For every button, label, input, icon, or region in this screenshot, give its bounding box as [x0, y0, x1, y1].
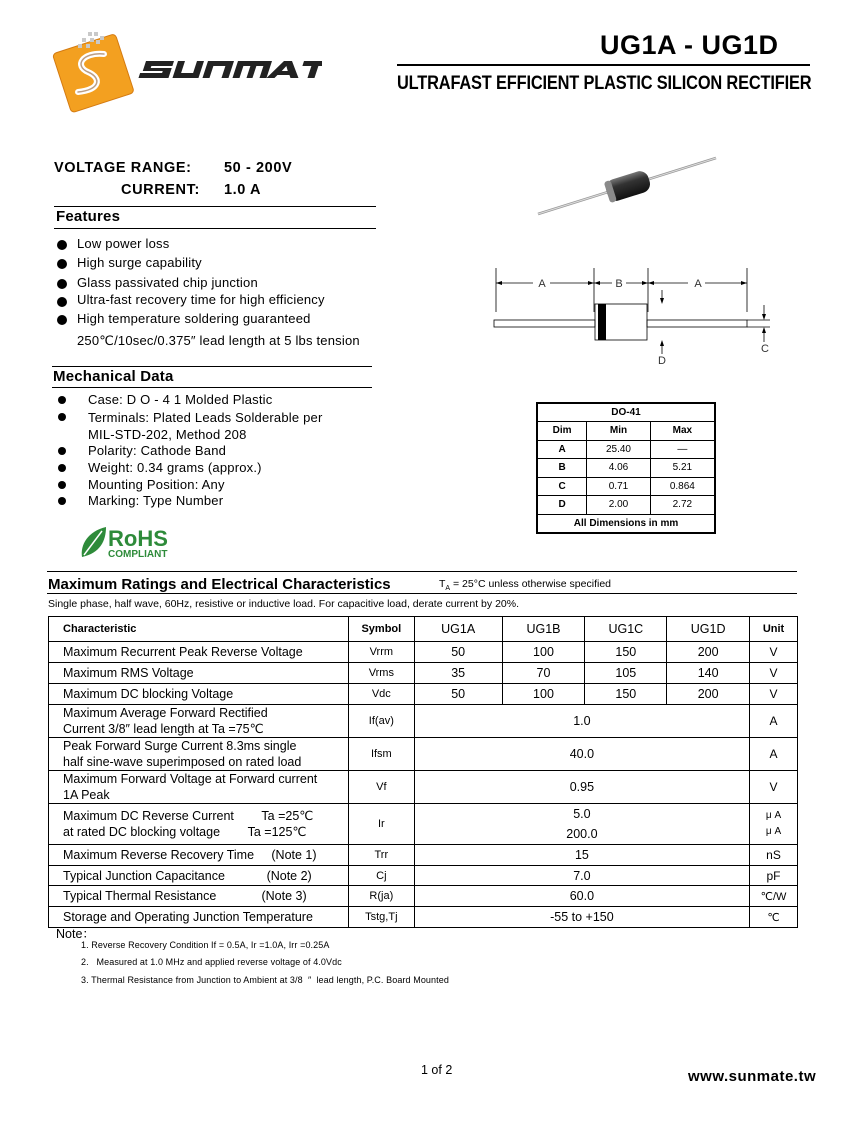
mechanical-item: Terminals: Plated Leads Solderable per: [88, 410, 323, 425]
table-cell: If(av): [348, 705, 414, 738]
table-cell: Vrrm: [348, 642, 414, 663]
table-cell: Maximum DC blocking Voltage: [49, 684, 349, 705]
unit-header: Unit: [750, 617, 798, 642]
model-header: UG1A: [414, 617, 502, 642]
dim-label-b: B: [615, 278, 623, 290]
table-cell: A: [537, 440, 587, 459]
dim-label-d: D: [658, 355, 666, 367]
table-cell: 15: [414, 845, 749, 866]
table-row: [537, 459, 715, 478]
table-row: [49, 804, 798, 845]
mechanical-item: Weight: 0.34 grams (approx.): [88, 460, 262, 475]
bullet-icon: [58, 396, 66, 404]
part-range-title: UG1A - UG1D: [600, 30, 779, 60]
table-cell: V: [750, 684, 798, 705]
table-cell: Cj: [348, 866, 414, 886]
note-item: 3. Thermal Resistance from Junction to Ambient at 3/8 ″ lead length, P.C. Board Mounted: [81, 975, 449, 985]
bullet-icon: [57, 315, 67, 325]
table-row: [49, 866, 798, 886]
table-cell: Vrms: [348, 663, 414, 684]
table-cell: —: [650, 440, 715, 459]
table-cell: D: [537, 496, 587, 515]
website-link[interactable]: www.sunmate.tw: [688, 1068, 817, 1085]
table-cell: 35: [414, 663, 502, 684]
table-cell: Typical Junction Capacitance (Note 2): [49, 866, 349, 886]
bullet-icon: [58, 413, 66, 421]
current-value: 1.0 A: [224, 182, 262, 198]
bullet-icon: [58, 481, 66, 489]
table-cell: Vf: [348, 771, 414, 804]
table-cell: V: [750, 663, 798, 684]
table-cell: B: [537, 459, 587, 478]
mechanical-rule-top: [52, 366, 372, 367]
feature-item: High surge capability: [77, 255, 202, 270]
table-cell: Storage and Operating Junction Temperature: [49, 907, 349, 928]
table-cell: 105: [585, 663, 667, 684]
table-cell: 200: [667, 642, 750, 663]
title-divider: [397, 64, 810, 66]
table-cell: Maximum Average Forward Rectified Current 3/8″ lead length at Ta =75℃: [49, 705, 349, 738]
table-cell: 4.06: [587, 459, 650, 478]
table-cell: Vdc: [348, 684, 414, 705]
features-heading: Features: [56, 208, 121, 225]
table-cell: ℃: [750, 907, 798, 928]
table-cell: Ir: [348, 804, 414, 845]
ratings-table: [48, 616, 798, 928]
bullet-icon: [57, 259, 67, 269]
table-row: [49, 642, 798, 663]
table-cell: 140: [667, 663, 750, 684]
sunmate-logo: [52, 26, 322, 116]
table-row: [49, 684, 798, 705]
dim-label-a-right: A: [694, 278, 702, 290]
table-row: [537, 496, 715, 515]
table-cell: 5.21: [650, 459, 715, 478]
feature-item-continuation: 250℃/10sec/0.375″ lead length at 5 lbs tension: [77, 333, 360, 348]
bullet-icon: [58, 497, 66, 505]
rohs-compliant-badge: [78, 523, 188, 563]
table-cell: 50: [414, 684, 502, 705]
model-header: UG1C: [585, 617, 667, 642]
characteristic-header: Characteristic: [49, 617, 349, 642]
table-cell: 25.40: [587, 440, 650, 459]
table-row: [49, 663, 798, 684]
table-row: [49, 705, 798, 738]
table-cell: Maximum DC Reverse Current Ta =25℃ at rated DC blocking voltage Ta =125℃: [49, 804, 349, 845]
table-row: [49, 845, 798, 866]
feature-item: Glass passivated chip junction: [77, 275, 258, 290]
table-cell: pF: [750, 866, 798, 886]
mechanical-heading: Mechanical Data: [53, 368, 174, 385]
table-cell: 150: [585, 684, 667, 705]
table-cell: -55 to +150: [414, 907, 749, 928]
model-header: UG1D: [667, 617, 750, 642]
package-table-footer: All Dimensions in mm: [537, 514, 715, 533]
mechanical-item: Polarity: Cathode Band: [88, 443, 227, 458]
table-cell: A: [750, 705, 798, 738]
table-row: [49, 738, 798, 771]
package-table-title: DO-41: [537, 403, 715, 422]
table-cell: C: [537, 477, 587, 496]
ratings-condition: $T_A = 25^\circ C$ unless otherwise specified: [439, 578, 612, 593]
table-cell: μ A μ A: [750, 804, 798, 845]
table-cell: 0.71: [587, 477, 650, 496]
table-cell: 200: [667, 684, 750, 705]
table-cell: 0.864: [650, 477, 715, 496]
table-cell: 100: [502, 684, 585, 705]
table-cell: Tstg,Tj: [348, 907, 414, 928]
table-cell: Maximum Reverse Recovery Time (Note 1): [49, 845, 349, 866]
table-header-row: [49, 617, 798, 642]
mechanical-item: Marking: Type Number: [88, 493, 224, 508]
notes-label: Note：: [56, 927, 95, 941]
table-row: [537, 477, 715, 496]
feature-item: High temperature soldering guaranteed: [77, 311, 311, 326]
table-cell: Maximum RMS Voltage: [49, 663, 349, 684]
dimension-diagram: [488, 262, 788, 372]
table-cell: 150: [585, 642, 667, 663]
feature-item: Low power loss: [77, 236, 170, 251]
table-row: [49, 907, 798, 928]
table-cell: 40.0: [414, 738, 749, 771]
note-item: 1. Reverse Recovery Condition If = 0.5A, Ir =1.0A, Irr =0.25A: [81, 940, 330, 950]
table-cell: 5.0 200.0: [414, 804, 749, 845]
table-cell: V: [750, 642, 798, 663]
ratings-rule-top: [47, 571, 797, 572]
table-cell: V: [750, 771, 798, 804]
diode-package-image: [530, 152, 725, 222]
mechanical-item: Case: D O - 4 1 Molded Plastic: [88, 392, 273, 407]
bullet-icon: [57, 279, 67, 289]
bullet-icon: [57, 240, 67, 250]
mechanical-rule-bottom: [52, 387, 372, 388]
dim-label-c: C: [761, 343, 769, 355]
table-header: Min: [587, 422, 650, 441]
table-cell: Trr: [348, 845, 414, 866]
ratings-heading: Maximum Ratings and Electrical Characteristics: [48, 576, 391, 593]
table-cell: 70: [502, 663, 585, 684]
voltage-range-label: VOLTAGE RANGE:: [54, 160, 192, 176]
ratings-rule-bottom: [47, 593, 797, 594]
table-cell: Ifsm: [348, 738, 414, 771]
features-rule-top: [54, 206, 376, 207]
table-cell: R(ja): [348, 886, 414, 907]
bullet-icon: [57, 297, 67, 307]
mechanical-item: Mounting Position: Any: [88, 477, 225, 492]
voltage-range-value: 50 - 200V: [224, 160, 293, 176]
current-label: CURRENT:: [121, 182, 200, 198]
table-row: [537, 440, 715, 459]
table-cell: 0.95: [414, 771, 749, 804]
table-cell: 7.0: [414, 866, 749, 886]
bullet-icon: [58, 447, 66, 455]
table-cell: ℃/W: [750, 886, 798, 907]
table-cell: Typical Thermal Resistance (Note 3): [49, 886, 349, 907]
table-cell: 2.72: [650, 496, 715, 515]
table-cell: Peak Forward Surge Current 8.3ms single half sine-wave superimposed on rated load: [49, 738, 349, 771]
bullet-icon: [58, 464, 66, 472]
svg-text:SUNMATE: SUNMATE: [252, 115, 257, 116]
model-header: UG1B: [502, 617, 585, 642]
table-header: Dim: [537, 422, 587, 441]
ratings-description: Single phase, half wave, 60Hz, resistive or inductive load. For capacitive load, derate current by 20%.: [48, 598, 519, 610]
symbol-header: Symbol: [348, 617, 414, 642]
note-item: 2. Measured at 1.0 MHz and applied reverse voltage of 4.0Vdc: [81, 957, 342, 967]
table-cell: 2.00: [587, 496, 650, 515]
page-number: 1 of 2: [421, 1063, 453, 1077]
table-header: Max: [650, 422, 715, 441]
table-cell: Maximum Forward Voltage at Forward current 1A Peak: [49, 771, 349, 804]
table-row: [49, 886, 798, 907]
table-cell: 60.0: [414, 886, 749, 907]
features-rule-bottom: [54, 228, 376, 229]
feature-item: Ultra-fast recovery time for high efficiency: [77, 292, 325, 307]
package-dimension-table: [536, 402, 716, 534]
table-cell: 1.0: [414, 705, 749, 738]
svg-text:COMPLIANT: COMPLIANT: [108, 549, 168, 560]
svg-text:RoHS: RoHS: [108, 526, 168, 551]
table-cell: 100: [502, 642, 585, 663]
dim-label-a: A: [538, 278, 546, 290]
product-subtitle: ULTRAFAST EFFICIENT PLASTIC SILICON RECTIFIER: [397, 72, 812, 94]
table-cell: A: [750, 738, 798, 771]
table-cell: Maximum Recurrent Peak Reverse Voltage: [49, 642, 349, 663]
table-row: [49, 771, 798, 804]
table-cell: nS: [750, 845, 798, 866]
mechanical-item: MIL-STD-202, Method 208: [88, 427, 247, 442]
table-cell: 50: [414, 642, 502, 663]
